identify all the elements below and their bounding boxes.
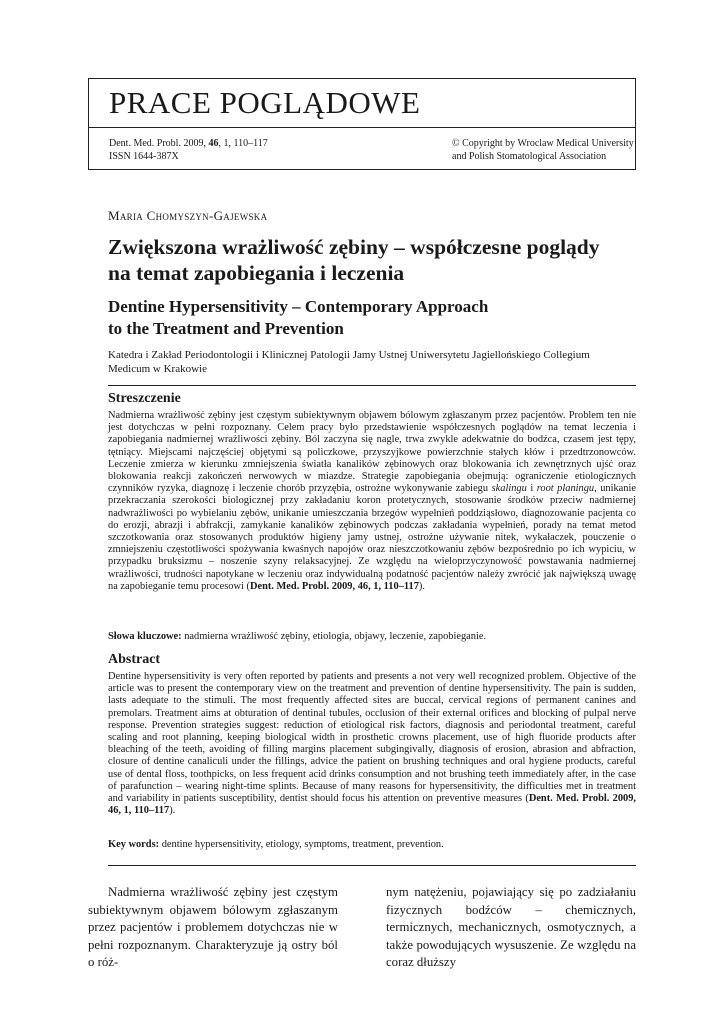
- journal-meta-box: [88, 127, 636, 170]
- body-column-left: Nadmierna wrażliwość zębiny jest częstym subiektywnym objawem bólowym zgłaszanym przez pacjentów i problemem dotychczas nie w pełni rozpoznanym. Charakteryzuje ją ostry ból o róż-: [88, 885, 338, 969]
- keywords-english-label: Key words:: [108, 839, 160, 850]
- keywords-english: [108, 839, 636, 851]
- issn: ISSN 1644-387X: [109, 151, 179, 162]
- citation-prefix: Dent. Med. Probl. 2009,: [109, 138, 209, 149]
- streszczenie-italic-skalingu: skalingu: [491, 483, 527, 495]
- abstract-text-body: Dentine hypersensitivity is very often reported by patients and presents a not very well recognized problem. Objective of the article was to present the contemporary view on the treatment and prevention of dentine hypersensitivity. The pain is sudden, lasts adequate to the stimuli. The most frequently affected sites are buccal, cervical regions of permanent canines and premolars. Treatment aims at obturation of dentinal tubules, occlusion of their external orifices and blocking of pulpal nerve response. Prevention strategies suggest: reduction of etiological risk factors, diagnosis and periodontal treatment, careful scaling and root planning, keeping biological width in prosthetic crowns placement, use of high fluoride products after bleaching of the teeth, avoiding of filling margins placement subgingivally, diagnosis of erosion, abrasion and abfraction, closure of dentine canaliculi under the fillings, advice the patient on brushing techniques and oral hygiene products, careful use of dental floss, toothpicks, on less frequent acid drinks consumption and not brushing teeth immediately after, in the case of parafunction – wearing night-time splints. Because of many reasons for hypersensitivity, the difficulties met in treatment and variability in patients susceptibility, dentist should focus his attention on preventive measures (: [108, 671, 636, 805]
- citation-block: [109, 137, 268, 163]
- streszczenie-text: [108, 410, 636, 593]
- divider-top: [108, 385, 636, 386]
- abstract-heading: Abstract: [108, 652, 161, 667]
- title-polish-line-1: Zwiększona wrażliwość zębiny – współczesne poglądy: [108, 235, 600, 259]
- section-header-box: [88, 78, 636, 128]
- copyright-line-1: © Copyright by Wroclaw Medical University: [452, 138, 634, 149]
- divider-bottom: [108, 865, 636, 866]
- keywords-polish: [108, 631, 636, 643]
- citation-volume: 46: [208, 138, 219, 149]
- title-polish-line-2: na temat zapobiegania i leczenia: [108, 261, 405, 285]
- keywords-polish-label: Słowa kluczowe:: [108, 631, 182, 642]
- title-english-line-1: Dentine Hypersensitivity – Contemporary Approach: [108, 297, 489, 316]
- title-english: [108, 296, 608, 340]
- body-column-right: nym natężeniu, pojawiający się po zadziałaniu fizycznych bodźców – chemicznych, termicznych, mechanicznych, osmotycznych, a także powodujących wysuszenie. Ze względu na coraz dłuższy: [386, 885, 636, 969]
- citation-suffix: , 1, 110–117: [218, 138, 268, 149]
- streszczenie-text-3: , unikanie przekraczania szerokości biologicznej przy zakładaniu koron protetycznych, stosowanie środków przeciw nadmiernej nadwrażliwości po wybielaniu zębów, unikanie umieszczania brzegów wypełnień poddziąsłowo, diagnozowanie pacjenta co do erozji, abrazji i abfrakcji, zamykanie kanalików zębinowych podczas zakładania wypełnień, porady na temat metod szczotkowania oraz stosowanych produktów higieny jamy ustnej, ostrożne używanie nitek, wykałaczek, pouczenie o zmniejszeniu częstotliwości spożywania kwaśnych napojów oraz nieszczotkowaniu zębów bezpośrednio po ich wypiciu, w przypadku bruksizmu – noszenie szyny relaksacyjnej. Ze względu na wieloprzyczynowość powstawania nadmiernej wrażliwości, trudności napotykane w leczeniu oraz indywidualną podatność pacjentów należy zwrócić jak największą uwagę na zapobieganie temu procesowi (: [108, 483, 636, 592]
- streszczenie-text-end: ).: [418, 580, 425, 592]
- streszczenie-heading: Streszczenie: [108, 391, 181, 406]
- author-name: Maria Chomyszyn-Gajewska: [108, 208, 268, 223]
- title-english-line-2: to the Treatment and Prevention: [108, 319, 344, 338]
- abstract-reference: Dent. Med. Probl. 2009, 46, 1, 110–117: [108, 793, 636, 817]
- citation-line: [109, 137, 268, 150]
- streszczenie-italic-root-planingu: root planingu: [536, 483, 595, 495]
- streszczenie-reference: Dent. Med. Probl. 2009, 46, 1, 110–117: [249, 580, 419, 592]
- section-heading: PRACE POGLĄDOWE: [109, 85, 421, 120]
- streszczenie-text-1: Nadmierna wrażliwość zębiny jest częstym subiektywnym objawem bólowym zgłaszanym przez pacjentów. Problem ten nie jest dotychczas w pełni rozpoznany. Celem pracy było przedstawienie współczesnych poglądów na temat leczenia i zapobiegania nadmiernej wrażliwości zębiny. Ból zaczyna się nagle, trwa zwykle adekwatnie do bodźca, czasem jest tępy, tętniący. Miejscami najczęściej objętymi są policzkowe, przyszyjkowe powierzchnie stałych kłów i przedtrzonowców. Leczenie zmierza w kierunku zmniejszenia światła kanalików zębinowych oraz blokowania ich zewnętrznych ujść oraz blokowania reakcji zakończeń nerwowych w miazdze. Strategie zapobiegania obejmują: ograniczenie etiologicznych czynników ryzyka, diagnozę i leczenie chorób przyzębia, ostrożne wykonywanie zabiegu: [108, 410, 636, 495]
- abstract-text-end: ).: [169, 805, 176, 817]
- keywords-polish-value: nadmierna wrażliwość zębiny, etiologia, objawy, leczenie, zapobieganie.: [181, 631, 487, 642]
- abstract-text: [108, 671, 636, 817]
- copyright-line-2: and Polish Stomatological Association: [452, 151, 607, 162]
- keywords-english-value: dentine hypersensitivity, etiology, symptoms, treatment, prevention.: [159, 839, 444, 850]
- title-polish: [108, 234, 608, 286]
- copyright-block: [452, 137, 634, 163]
- streszczenie-text-2: i: [526, 483, 537, 495]
- affiliation: Katedra i Zakład Periodontologii i Klinicznej Patologii Jamy Ustnej Uniwersytetu Jagiellońskiego Collegium Medicum w Krakowie: [108, 349, 590, 375]
